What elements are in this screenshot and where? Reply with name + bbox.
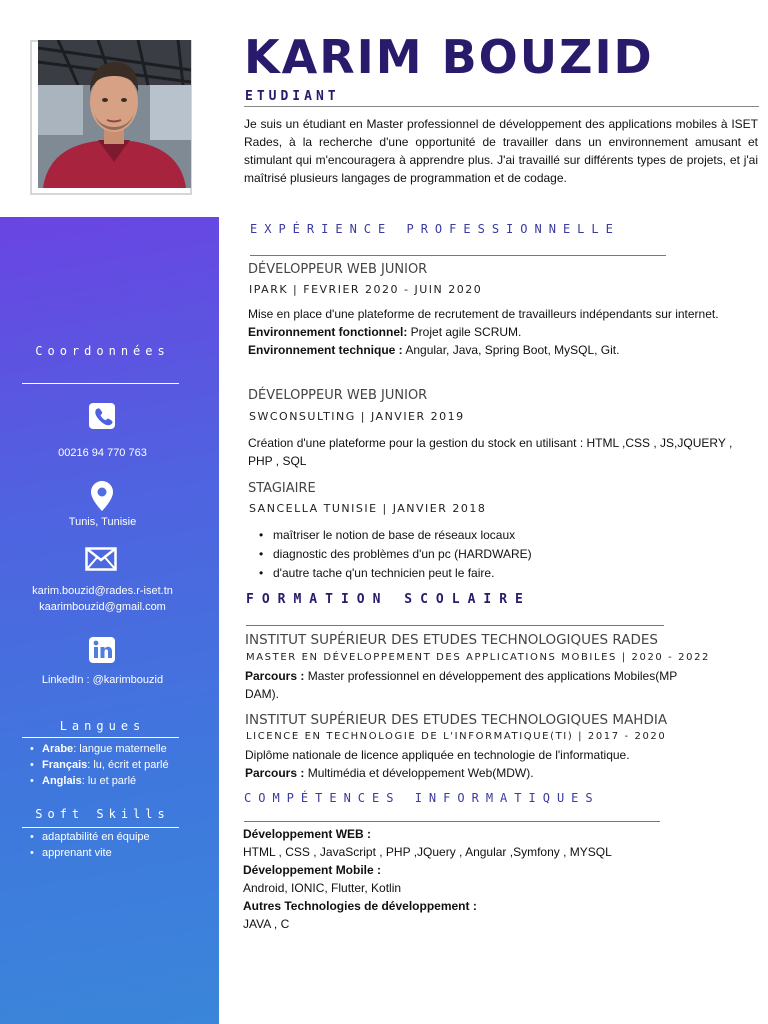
skills-list [243, 825, 753, 933]
degree-meta: MASTER EN DÉVELOPPEMENT DES APPLICATIONS MOBILES | 2020 - 2022 [246, 652, 710, 663]
email-primary[interactable]: karim.bouzid@rades.r-iset.tn [32, 585, 173, 597]
envelope-icon [85, 547, 117, 571]
job-description: Création d'une plateforme pour la gestion du stock en utilisant : HTML ,CSS , JS,JQUERY , PHP , SQL [248, 436, 733, 468]
job-description: Mise en place d'une plateforme de recrutement de travailleurs indépendants sur internet. Environnement fonctionnel: Projet agile SCRUM. Environnement technique : Angular, Java, Spring Boot, MySQL, Git. [248, 307, 719, 357]
job-bullet: • maîtriser le notion de base de réseaux locaux [249, 526, 532, 545]
skill-group-value: JAVA , C [243, 917, 290, 931]
school-name: INSTITUT SUPÉRIEUR DES ETUDES TECHNOLOGIQUES RADES [245, 632, 658, 648]
skill-group-value: HTML , CSS , JavaScript , PHP ,JQuery , Angular ,Symfony , MYSQL [243, 845, 612, 859]
phone-number: 00216 94 770 763 [58, 447, 147, 459]
experience-heading: EXPÉRIENCE PROFESSIONNELLE [250, 222, 620, 236]
softskill-item: • apprenant vite [30, 845, 150, 861]
job-title: DÉVELOPPEUR WEB JUNIOR [248, 262, 428, 277]
sidebar [0, 217, 219, 1024]
softskills-divider [22, 827, 179, 828]
location-text: Tunis, Tunisie [68, 516, 137, 528]
job-meta: IPARK | FEVRIER 2020 - JUIN 2020 [249, 283, 483, 296]
email-secondary[interactable]: kaarimbouzid@gmail.com [39, 601, 166, 613]
school-name: INSTITUT SUPÉRIEUR DES ETUDES TECHNOLOGIQUES MAHDIA [245, 712, 668, 728]
job-bullet: • d'autre tache q'un technicien peut le faire. [249, 564, 532, 583]
contact-heading: Coordonnées [35, 344, 170, 358]
candidate-title: ETUDIANT [245, 89, 340, 104]
skill-group-label: Développement WEB : [243, 827, 372, 841]
languages-divider [22, 737, 179, 738]
languages-list [30, 741, 169, 789]
language-item: • Arabe: langue maternelle [30, 741, 169, 757]
job-bullet: • diagnostic des problèmes d'un pc (HARDWARE) [249, 545, 532, 564]
softskills-list [30, 829, 150, 861]
skills-divider [244, 821, 660, 822]
education-heading: FORMATION SCOLAIRE [246, 592, 531, 607]
skill-group-label: Développement Mobile : [243, 863, 382, 877]
skill-group-value: Android, IONIC, Flutter, Kotlin [243, 881, 402, 895]
location-pin-icon [88, 480, 116, 512]
languages-heading: Langues [59, 719, 146, 733]
job-bullets [249, 526, 532, 583]
job-title: DÉVELOPPEUR WEB JUNIOR [248, 388, 428, 403]
skills-heading: COMPÉTENCES INFORMATIQUES [244, 791, 600, 805]
language-item: • Anglais: lu et parlé [30, 773, 169, 789]
softskill-item: • adaptabilité en équipe [30, 829, 150, 845]
degree-description: Diplôme nationale de licence appliquée en technologie de l'informatique. Parcours : Multimédia et développement Web(MDW). [245, 748, 630, 780]
profile-summary: Je suis un étudiant en Master professionnel de développement des applications mobiles à ISET Rades, à la recherche d'une opportunité de travailler dans un environnement amusant et stimulant qui m'encouragera à apprendre plus. J'ai travaillé sur différents types de projets, et j'ai maîtrisé plusieurs langages de programmation et de codage. [244, 117, 758, 185]
candidate-name: KARIM BOUZID [244, 30, 654, 84]
profile-photo [38, 40, 191, 188]
phone-icon [88, 402, 116, 430]
softskills-heading: Soft Skills [35, 807, 170, 821]
language-item: • Français: lu, écrit et parlé [30, 757, 169, 773]
job-meta: SWCONSULTING | JANVIER 2019 [249, 410, 465, 423]
title-divider [244, 106, 759, 107]
job-meta: SANCELLA TUNISIE | JANVIER 2018 [249, 502, 487, 515]
job-title: STAGIAIRE [248, 481, 316, 496]
degree-meta: LICENCE EN TECHNOLOGIE DE L'INFORMATIQUE(TI) | 2017 - 2020 [246, 731, 667, 742]
education-divider [246, 625, 664, 626]
linkedin-handle[interactable]: LinkedIn : @karimbouzid [41, 674, 164, 686]
skill-group-label: Autres Technologies de développement : [243, 899, 477, 913]
contact-divider [22, 383, 179, 384]
degree-description: Parcours : Master professionnel en développement des applications Mobiles(MP DAM). [245, 669, 678, 701]
experience-divider [250, 255, 666, 256]
linkedin-icon [88, 636, 116, 664]
